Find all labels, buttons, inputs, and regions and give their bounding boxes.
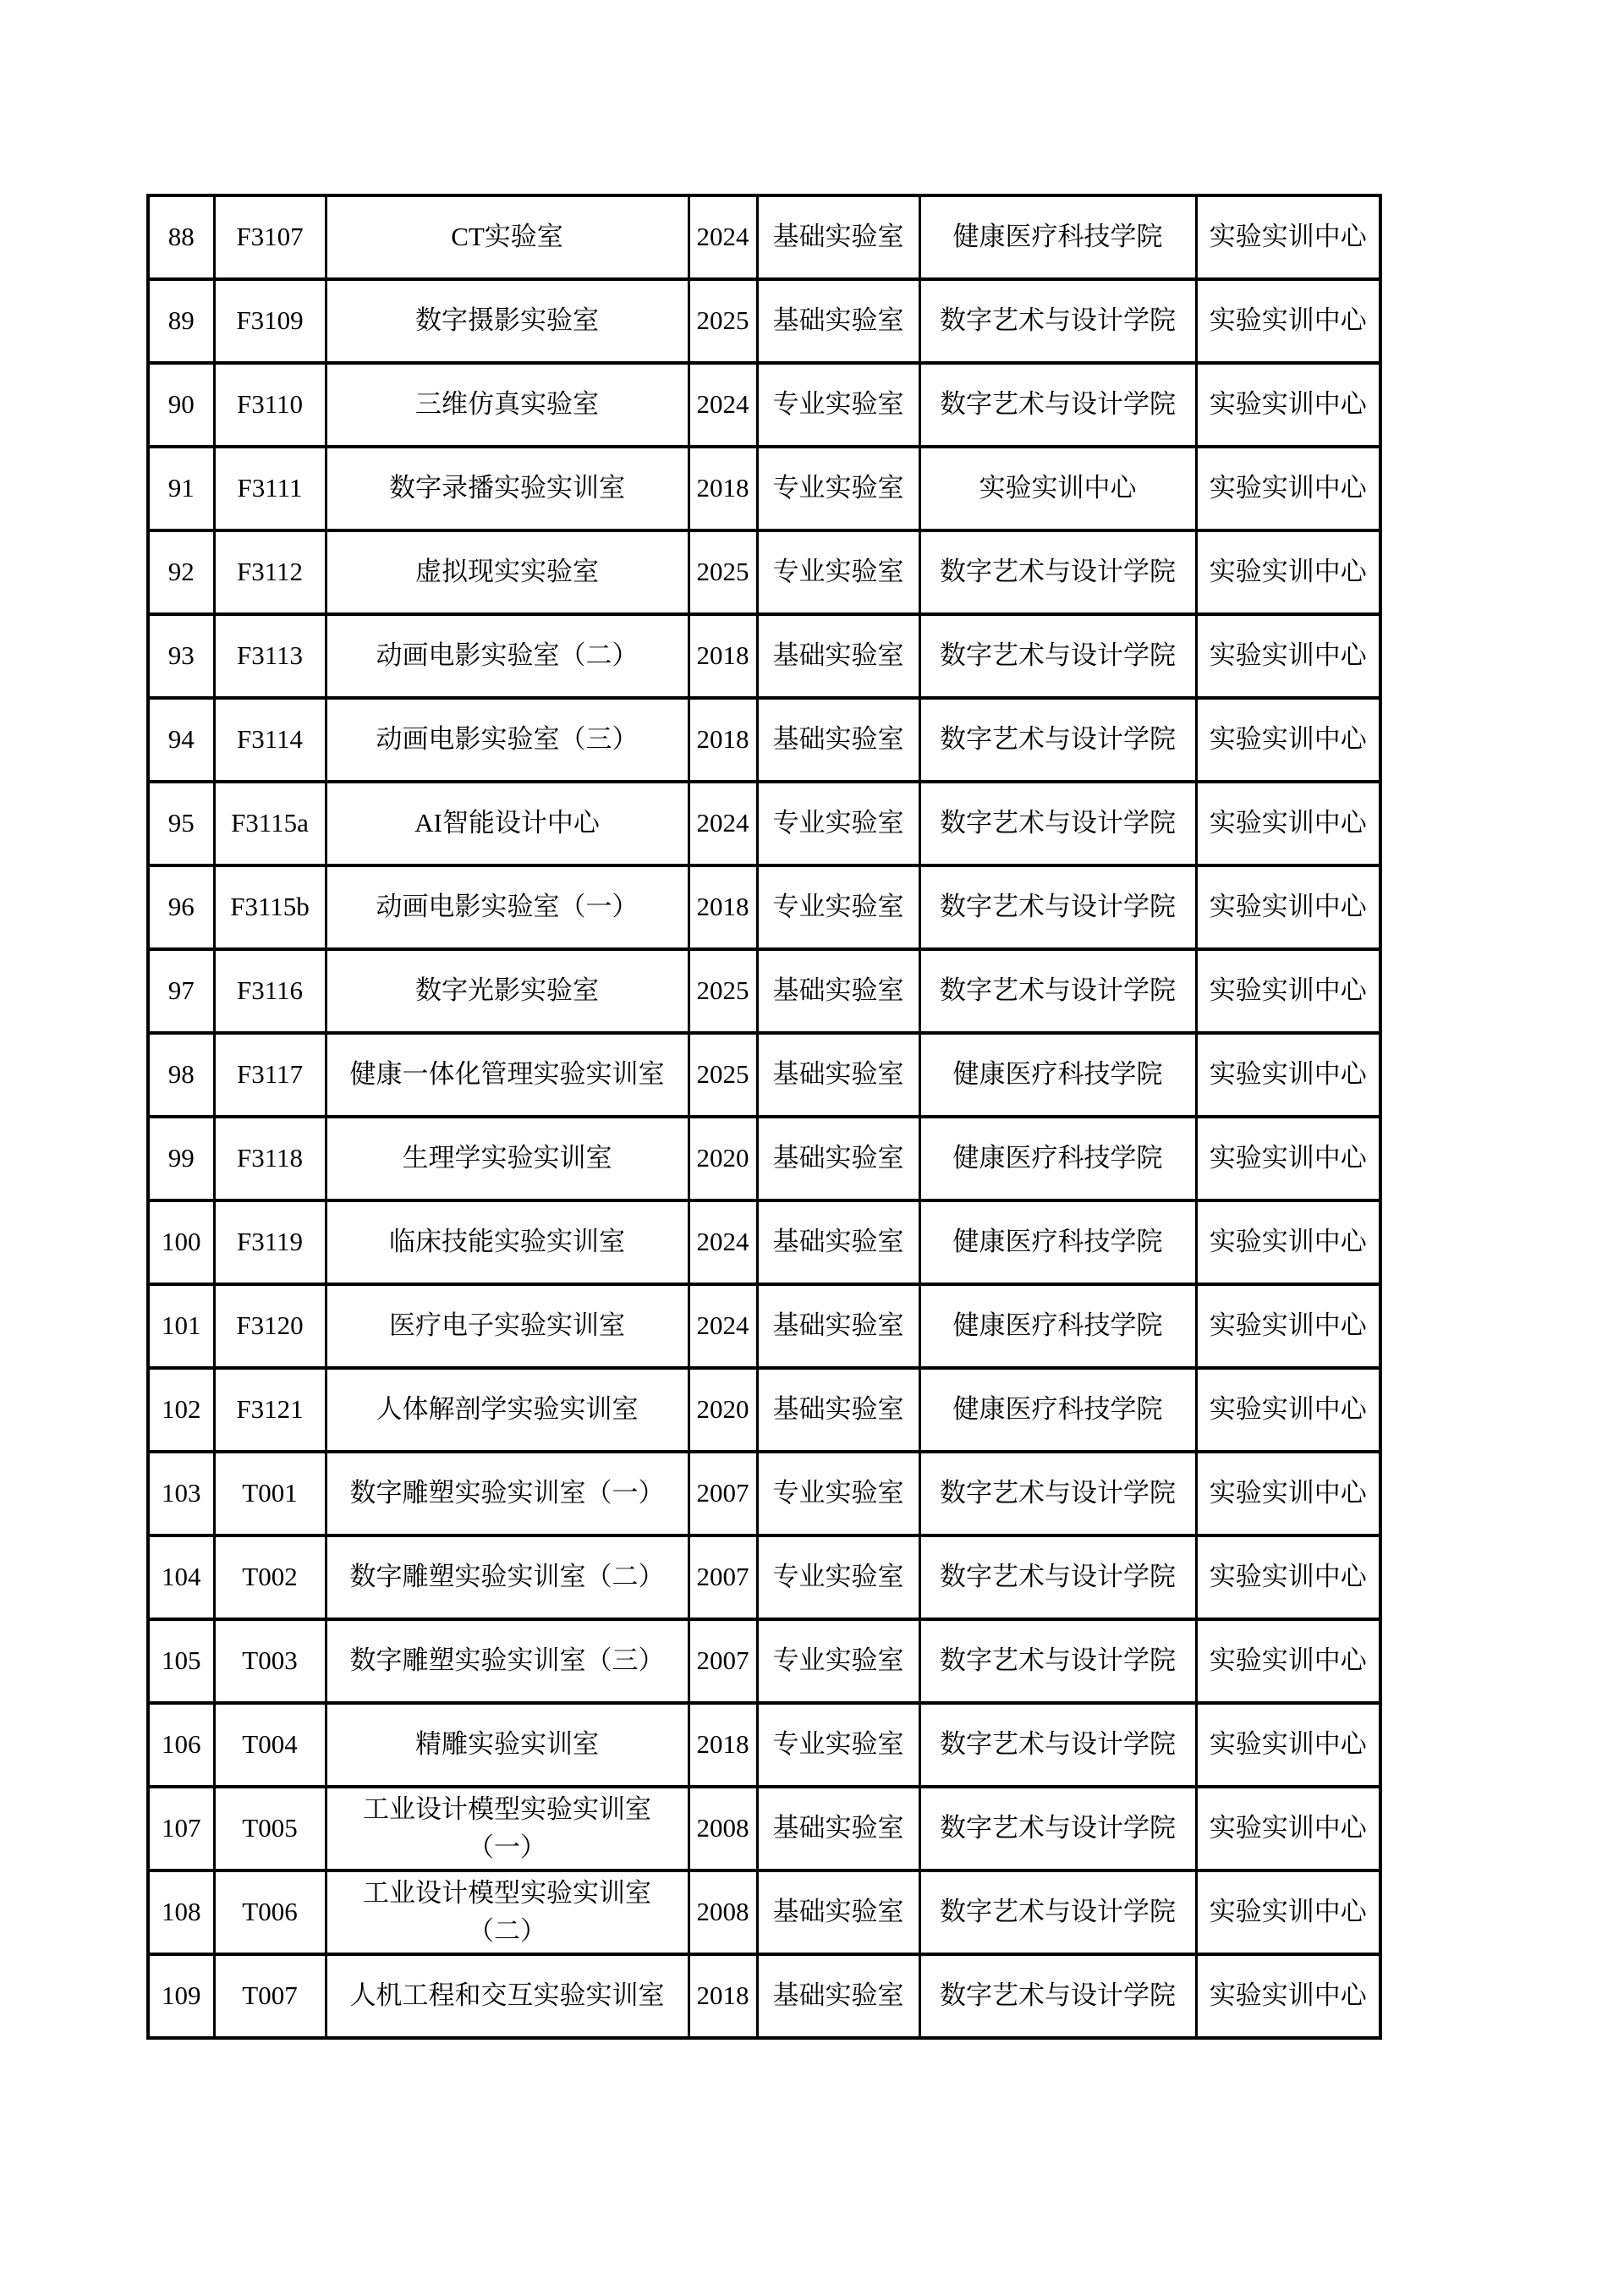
year-built-cell: 2018 [689, 865, 757, 949]
lab-type-cell: 基础实验室 [757, 1200, 919, 1284]
management-center-cell: 实验实训中心 [1196, 1033, 1380, 1117]
lab-name-cell: 数字雕塑实验实训室（一） [326, 1452, 689, 1535]
lab-name-cell: 虚拟现实实验室 [326, 530, 689, 614]
table-body [148, 195, 1380, 2038]
management-center-cell: 实验实训中心 [1196, 1284, 1380, 1368]
lab-name-cell: 数字光影实验室 [326, 949, 689, 1033]
management-center-cell: 实验实训中心 [1196, 1535, 1380, 1619]
table-row [148, 195, 1380, 279]
college-cell: 健康医疗科技学院 [919, 1284, 1196, 1368]
college-cell: 数字艺术与设计学院 [919, 1870, 1196, 1954]
college-cell: 数字艺术与设计学院 [919, 1619, 1196, 1703]
serial-number-cell: 96 [148, 865, 214, 949]
table-row [148, 698, 1380, 782]
lab-name-cell: 数字摄影实验室 [326, 279, 689, 363]
serial-number-cell: 89 [148, 279, 214, 363]
serial-number-cell: 94 [148, 698, 214, 782]
room-code-cell: F3115b [214, 865, 326, 949]
lab-inventory-table [146, 194, 1382, 2040]
management-center-cell: 实验实训中心 [1196, 782, 1380, 865]
lab-type-cell: 专业实验室 [757, 1619, 919, 1703]
college-cell: 数字艺术与设计学院 [919, 614, 1196, 698]
year-built-cell: 2025 [689, 1033, 757, 1117]
lab-name-cell: CT实验室 [326, 195, 689, 279]
college-cell: 数字艺术与设计学院 [919, 363, 1196, 447]
management-center-cell: 实验实训中心 [1196, 1870, 1380, 1954]
year-built-cell: 2020 [689, 1368, 757, 1452]
serial-number-cell: 104 [148, 1535, 214, 1619]
lab-type-cell: 专业实验室 [757, 865, 919, 949]
management-center-cell: 实验实训中心 [1196, 1703, 1380, 1787]
serial-number-cell: 100 [148, 1200, 214, 1284]
year-built-cell: 2024 [689, 782, 757, 865]
management-center-cell: 实验实训中心 [1196, 363, 1380, 447]
lab-name-cell: 动画电影实验室（二） [326, 614, 689, 698]
lab-type-cell: 基础实验室 [757, 1117, 919, 1200]
lab-name-cell: 工业设计模型实验实训室（二） [326, 1870, 689, 1954]
college-cell: 健康医疗科技学院 [919, 1200, 1196, 1284]
lab-name-cell: 精雕实验实训室 [326, 1703, 689, 1787]
serial-number-cell: 101 [148, 1284, 214, 1368]
management-center-cell: 实验实训中心 [1196, 1954, 1380, 2038]
year-built-cell: 2007 [689, 1535, 757, 1619]
management-center-cell: 实验实训中心 [1196, 949, 1380, 1033]
lab-name-cell: 临床技能实验实训室 [326, 1200, 689, 1284]
management-center-cell: 实验实训中心 [1196, 1368, 1380, 1452]
college-cell: 数字艺术与设计学院 [919, 1535, 1196, 1619]
room-code-cell: F3115a [214, 782, 326, 865]
lab-type-cell: 基础实验室 [757, 195, 919, 279]
college-cell: 数字艺术与设计学院 [919, 1703, 1196, 1787]
table-row [148, 1200, 1380, 1284]
table-row [148, 782, 1380, 865]
serial-number-cell: 103 [148, 1452, 214, 1535]
table-row [148, 1954, 1380, 2038]
lab-name-cell: AI智能设计中心 [326, 782, 689, 865]
lab-name-cell: 生理学实验实训室 [326, 1117, 689, 1200]
college-cell: 健康医疗科技学院 [919, 1117, 1196, 1200]
year-built-cell: 2025 [689, 530, 757, 614]
serial-number-cell: 88 [148, 195, 214, 279]
college-cell: 数字艺术与设计学院 [919, 1452, 1196, 1535]
serial-number-cell: 95 [148, 782, 214, 865]
serial-number-cell: 108 [148, 1870, 214, 1954]
serial-number-cell: 107 [148, 1787, 214, 1870]
year-built-cell: 2008 [689, 1787, 757, 1870]
serial-number-cell: 99 [148, 1117, 214, 1200]
room-code-cell: F3112 [214, 530, 326, 614]
serial-number-cell: 93 [148, 614, 214, 698]
serial-number-cell: 90 [148, 363, 214, 447]
management-center-cell: 实验实训中心 [1196, 865, 1380, 949]
serial-number-cell: 102 [148, 1368, 214, 1452]
room-code-cell: F3120 [214, 1284, 326, 1368]
college-cell: 数字艺术与设计学院 [919, 1954, 1196, 2038]
lab-type-cell: 基础实验室 [757, 1368, 919, 1452]
year-built-cell: 2025 [689, 279, 757, 363]
lab-type-cell: 基础实验室 [757, 1033, 919, 1117]
management-center-cell: 实验实训中心 [1196, 1619, 1380, 1703]
table-row [148, 1452, 1380, 1535]
year-built-cell: 2025 [689, 949, 757, 1033]
serial-number-cell: 92 [148, 530, 214, 614]
year-built-cell: 2024 [689, 363, 757, 447]
serial-number-cell: 98 [148, 1033, 214, 1117]
lab-name-cell: 数字雕塑实验实训室（三） [326, 1619, 689, 1703]
room-code-cell: F3121 [214, 1368, 326, 1452]
lab-name-cell: 人体解剖学实验实训室 [326, 1368, 689, 1452]
table-row [148, 1535, 1380, 1619]
table-row [148, 447, 1380, 530]
year-built-cell: 2024 [689, 1284, 757, 1368]
room-code-cell: F3109 [214, 279, 326, 363]
table-row [148, 279, 1380, 363]
lab-type-cell: 基础实验室 [757, 614, 919, 698]
management-center-cell: 实验实训中心 [1196, 1200, 1380, 1284]
lab-type-cell: 专业实验室 [757, 363, 919, 447]
management-center-cell: 实验实训中心 [1196, 1452, 1380, 1535]
lab-name-cell: 数字雕塑实验实训室（二） [326, 1535, 689, 1619]
serial-number-cell: 106 [148, 1703, 214, 1787]
lab-name-cell: 人机工程和交互实验实训室 [326, 1954, 689, 2038]
college-cell: 数字艺术与设计学院 [919, 279, 1196, 363]
table-row [148, 1870, 1380, 1954]
year-built-cell: 2024 [689, 1200, 757, 1284]
room-code-cell: T004 [214, 1703, 326, 1787]
lab-type-cell: 专业实验室 [757, 1535, 919, 1619]
year-built-cell: 2007 [689, 1452, 757, 1535]
lab-name-cell: 医疗电子实验实训室 [326, 1284, 689, 1368]
lab-table-container [146, 194, 1382, 2040]
serial-number-cell: 109 [148, 1954, 214, 2038]
year-built-cell: 2024 [689, 195, 757, 279]
college-cell: 健康医疗科技学院 [919, 1033, 1196, 1117]
table-row [148, 949, 1380, 1033]
lab-type-cell: 基础实验室 [757, 1870, 919, 1954]
year-built-cell: 2020 [689, 1117, 757, 1200]
room-code-cell: F3107 [214, 195, 326, 279]
lab-type-cell: 基础实验室 [757, 1954, 919, 2038]
table-row [148, 1703, 1380, 1787]
table-row [148, 1619, 1380, 1703]
serial-number-cell: 105 [148, 1619, 214, 1703]
table-row [148, 1117, 1380, 1200]
table-row [148, 363, 1380, 447]
lab-type-cell: 专业实验室 [757, 1452, 919, 1535]
room-code-cell: T007 [214, 1954, 326, 2038]
room-code-cell: F3118 [214, 1117, 326, 1200]
college-cell: 数字艺术与设计学院 [919, 1787, 1196, 1870]
lab-type-cell: 基础实验室 [757, 1284, 919, 1368]
year-built-cell: 2018 [689, 1703, 757, 1787]
lab-type-cell: 基础实验室 [757, 279, 919, 363]
table-row [148, 865, 1380, 949]
lab-name-cell: 动画电影实验室（三） [326, 698, 689, 782]
room-code-cell: T001 [214, 1452, 326, 1535]
management-center-cell: 实验实训中心 [1196, 1117, 1380, 1200]
lab-type-cell: 专业实验室 [757, 782, 919, 865]
college-cell: 健康医疗科技学院 [919, 1368, 1196, 1452]
year-built-cell: 2008 [689, 1870, 757, 1954]
lab-name-cell: 数字录播实验实训室 [326, 447, 689, 530]
lab-type-cell: 基础实验室 [757, 698, 919, 782]
year-built-cell: 2018 [689, 614, 757, 698]
room-code-cell: F3113 [214, 614, 326, 698]
room-code-cell: F3119 [214, 1200, 326, 1284]
room-code-cell: T003 [214, 1619, 326, 1703]
year-built-cell: 2018 [689, 698, 757, 782]
college-cell: 数字艺术与设计学院 [919, 865, 1196, 949]
room-code-cell: F3110 [214, 363, 326, 447]
lab-type-cell: 专业实验室 [757, 1703, 919, 1787]
room-code-cell: T006 [214, 1870, 326, 1954]
year-built-cell: 2007 [689, 1619, 757, 1703]
college-cell: 数字艺术与设计学院 [919, 530, 1196, 614]
year-built-cell: 2018 [689, 447, 757, 530]
room-code-cell: F3111 [214, 447, 326, 530]
table-row [148, 1284, 1380, 1368]
management-center-cell: 实验实训中心 [1196, 195, 1380, 279]
room-code-cell: F3114 [214, 698, 326, 782]
management-center-cell: 实验实训中心 [1196, 698, 1380, 782]
serial-number-cell: 91 [148, 447, 214, 530]
serial-number-cell: 97 [148, 949, 214, 1033]
college-cell: 数字艺术与设计学院 [919, 698, 1196, 782]
room-code-cell: F3117 [214, 1033, 326, 1117]
lab-type-cell: 专业实验室 [757, 447, 919, 530]
management-center-cell: 实验实训中心 [1196, 447, 1380, 530]
college-cell: 健康医疗科技学院 [919, 195, 1196, 279]
table-row [148, 1787, 1380, 1870]
year-built-cell: 2018 [689, 1954, 757, 2038]
college-cell: 数字艺术与设计学院 [919, 949, 1196, 1033]
lab-type-cell: 专业实验室 [757, 530, 919, 614]
management-center-cell: 实验实训中心 [1196, 614, 1380, 698]
lab-type-cell: 基础实验室 [757, 1787, 919, 1870]
management-center-cell: 实验实训中心 [1196, 279, 1380, 363]
room-code-cell: F3116 [214, 949, 326, 1033]
lab-name-cell: 三维仿真实验室 [326, 363, 689, 447]
lab-type-cell: 基础实验室 [757, 949, 919, 1033]
table-row [148, 614, 1380, 698]
lab-name-cell: 健康一体化管理实验实训室 [326, 1033, 689, 1117]
lab-name-cell: 动画电影实验室（一） [326, 865, 689, 949]
table-row [148, 1368, 1380, 1452]
lab-name-cell: 工业设计模型实验实训室（一） [326, 1787, 689, 1870]
college-cell: 实验实训中心 [919, 447, 1196, 530]
table-row [148, 530, 1380, 614]
room-code-cell: T005 [214, 1787, 326, 1870]
room-code-cell: T002 [214, 1535, 326, 1619]
management-center-cell: 实验实训中心 [1196, 530, 1380, 614]
college-cell: 数字艺术与设计学院 [919, 782, 1196, 865]
management-center-cell: 实验实训中心 [1196, 1787, 1380, 1870]
table-row [148, 1033, 1380, 1117]
